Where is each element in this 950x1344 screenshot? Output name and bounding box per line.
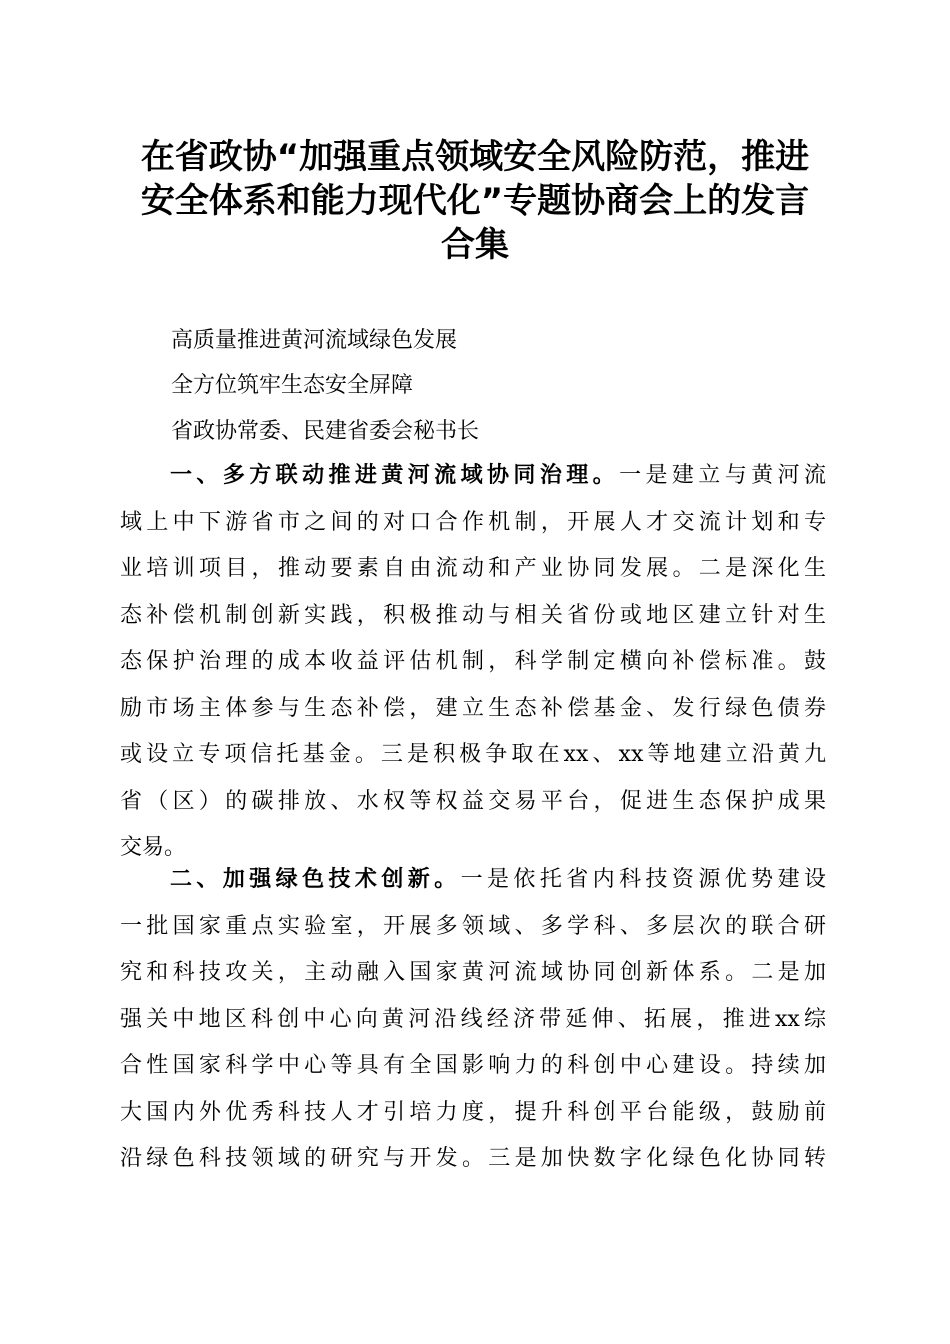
section-1-line-1: 一是建立与黄河流 bbox=[619, 463, 826, 488]
document-title bbox=[110, 135, 840, 267]
title-line-1: 在省政协“加强重点领域安全风险防范，推进 bbox=[140, 137, 810, 177]
title-line-3: 合集 bbox=[441, 225, 509, 265]
paragraph-line: 究和科技攻关，主动融入国家黄河流域协同创新体系。二是加 bbox=[120, 960, 826, 985]
paragraph-line: 一批国家重点实验室，开展多领域、多学科、多层次的联合研 bbox=[120, 913, 826, 939]
paragraph-line: 省（区）的碳排放、水权等权益交易平台，促进生态保护成果 bbox=[120, 788, 826, 814]
paragraph-line: 沿绿色科技领域的研究与开发。三是加快数字化绿色化协同转 bbox=[120, 1146, 826, 1171]
paragraph-line: 合性国家科学中心等具有全国影响力的科创中心建设。持续加 bbox=[120, 1053, 826, 1078]
section-2-paragraph bbox=[120, 857, 826, 1183]
section-1-paragraph bbox=[120, 453, 826, 872]
paragraph-line: 域上中下游省市之间的对口合作机制，开展人才交流计划和专 bbox=[120, 509, 826, 535]
paragraph-line: 励市场主体参与生态补偿，建立生态补偿基金、发行绿色债券 bbox=[120, 695, 826, 721]
paragraph-line: 交易。 bbox=[120, 835, 187, 860]
paragraph-line bbox=[120, 453, 826, 500]
speech-title-1: 高质量推进黄河流域绿色发展 bbox=[171, 328, 458, 353]
section-2-heading: 二、加强绿色技术创新。 bbox=[170, 867, 461, 892]
paragraph-line: 大国内外优秀科技人才引培力度，提升科创平台能级，鼓励前 bbox=[120, 1099, 826, 1125]
speech-title-2: 全方位筑牢生态安全屏障 bbox=[171, 373, 414, 398]
paragraph-line: 态补偿机制创新实践，积极推动与相关省份或地区建立针对生 bbox=[120, 602, 826, 628]
speaker-line: 省政协常委、民建省委会秘书长 bbox=[171, 419, 480, 444]
paragraph-line: 态保护治理的成本收益评估机制，科学制定横向补偿标准。鼓 bbox=[120, 649, 826, 674]
section-1-heading: 一、多方联动推进黄河流域协同治理。 bbox=[170, 463, 620, 488]
title-line-2: 安全体系和能力现代化”专题协商会上的发言 bbox=[140, 181, 810, 221]
paragraph-line: 业培训项目，推动要素自由流动和产业协同发展。二是深化生 bbox=[120, 556, 826, 581]
paragraph-line bbox=[120, 857, 826, 904]
section-2-line-1: 一是依托省内科技资源优势建设 bbox=[460, 867, 826, 892]
paragraph-line: 强关中地区科创中心向黄河沿线经济带延伸、拓展，推进xx综 bbox=[120, 1006, 826, 1032]
paragraph-line: 或设立专项信托基金。三是积极争取在xx、xx等地建立沿黄九 bbox=[120, 742, 826, 767]
